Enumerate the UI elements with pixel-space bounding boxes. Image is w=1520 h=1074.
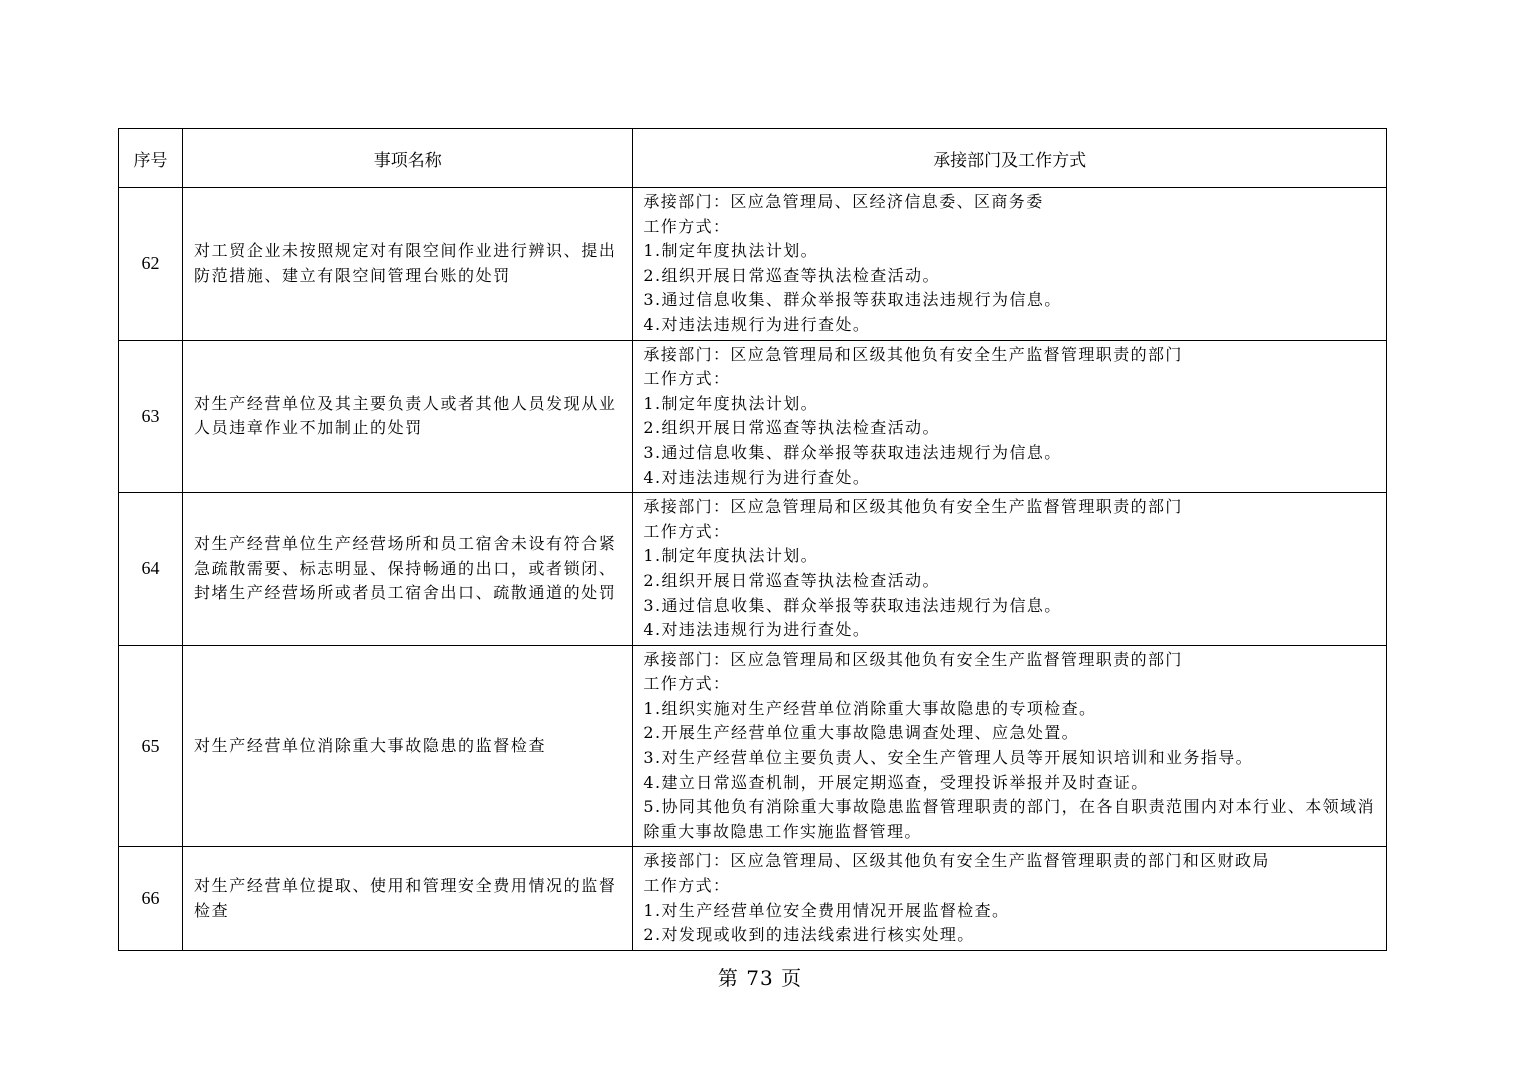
method-step: 4.建立日常巡查机制，开展定期巡查，受理投诉举报并及时查证。 (643, 772, 1149, 792)
method-label: 工作方式： (643, 369, 731, 389)
table-header (119, 129, 1387, 188)
table-row (119, 340, 1387, 493)
table-row (119, 188, 1387, 341)
method-label: 工作方式： (643, 521, 731, 541)
method-step: 1.对生产经营单位安全费用情况开展监督检查。 (643, 900, 1010, 920)
item-name: 对生产经营单位消除重大事故隐患的监督检查 (183, 645, 633, 847)
department-line: 承接部门：区应急管理局、区级其他负有安全生产监督管理职责的部门和区财政局 (643, 851, 1270, 871)
row-number: 66 (119, 847, 183, 950)
department-method (633, 493, 1387, 646)
method-step: 4.对违法违规行为进行查处。 (643, 467, 871, 487)
method-step: 2.对发现或收到的违法线索进行核实处理。 (643, 925, 975, 945)
table-row (119, 645, 1387, 847)
table-body (119, 188, 1387, 951)
row-number: 64 (119, 493, 183, 646)
matters-table (118, 128, 1387, 951)
table-row (119, 493, 1387, 646)
item-name: 对生产经营单位生产经营场所和员工宿舍未设有符合紧急疏散需要、标志明显、保持畅通的出口，或者锁闭、封堵生产经营场所或者员工宿舍出口、疏散通道的处罚 (183, 493, 633, 646)
method-label: 工作方式： (643, 216, 731, 236)
method-step: 2.开展生产经营单位重大事故隐患调查处理、应急处置。 (643, 723, 1080, 743)
method-step: 1.组织实施对生产经营单位消除重大事故隐患的专项检查。 (643, 698, 1097, 718)
method-step: 2.组织开展日常巡查等执法检查活动。 (643, 418, 940, 438)
method-step: 3.对生产经营单位主要负责人、安全生产管理人员等开展知识培训和业务指导。 (643, 748, 1254, 768)
method-step: 2.组织开展日常巡查等执法检查活动。 (643, 265, 940, 285)
item-name: 对工贸企业未按照规定对有限空间作业进行辨识、提出防范措施、建立有限空间管理台账的处罚 (183, 188, 633, 341)
item-name: 对生产经营单位提取、使用和管理安全费用情况的监督检查 (183, 847, 633, 950)
method-step: 1.制定年度执法计划。 (643, 241, 819, 261)
method-step: 2.组织开展日常巡查等执法检查活动。 (643, 570, 940, 590)
department-method (633, 188, 1387, 341)
header-row (119, 129, 1387, 188)
department-method (633, 645, 1387, 847)
department-line: 承接部门：区应急管理局和区级其他负有安全生产监督管理职责的部门 (643, 344, 1183, 364)
department-method (633, 340, 1387, 493)
method-step: 1.制定年度执法计划。 (643, 546, 819, 566)
row-number: 65 (119, 645, 183, 847)
method-step: 5.协同其他负有消除重大事故隐患监督管理职责的部门，在各自职责范围内对本行业、本领域消除重大事故隐患工作实施监督管理。 (643, 797, 1375, 841)
department-method (633, 847, 1387, 950)
department-line: 承接部门：区应急管理局和区级其他负有安全生产监督管理职责的部门 (643, 649, 1183, 669)
page-number: 第 73 页 (717, 966, 803, 990)
table-row (119, 847, 1387, 950)
header-department-method: 承接部门及工作方式 (633, 129, 1387, 188)
item-name: 对生产经营单位及其主要负责人或者其他人员发现从业人员违章作业不加制止的处罚 (183, 340, 633, 493)
method-step: 3.通过信息收集、群众举报等获取违法违规行为信息。 (643, 290, 1062, 310)
header-item-name: 事项名称 (183, 129, 633, 188)
method-step: 1.制定年度执法计划。 (643, 393, 819, 413)
row-number: 63 (119, 340, 183, 493)
header-serial-number: 序号 (119, 129, 183, 188)
department-line: 承接部门：区应急管理局和区级其他负有安全生产监督管理职责的部门 (643, 497, 1183, 517)
row-number: 62 (119, 188, 183, 341)
method-step: 4.对违法违规行为进行查处。 (643, 620, 871, 640)
method-step: 3.通过信息收集、群众举报等获取违法违规行为信息。 (643, 442, 1062, 462)
method-step: 3.通过信息收集、群众举报等获取违法违规行为信息。 (643, 595, 1062, 615)
method-label: 工作方式： (643, 674, 731, 694)
method-label: 工作方式： (643, 876, 731, 896)
method-step: 4.对违法违规行为进行查处。 (643, 314, 871, 334)
department-line: 承接部门：区应急管理局、区经济信息委、区商务委 (643, 192, 1044, 211)
